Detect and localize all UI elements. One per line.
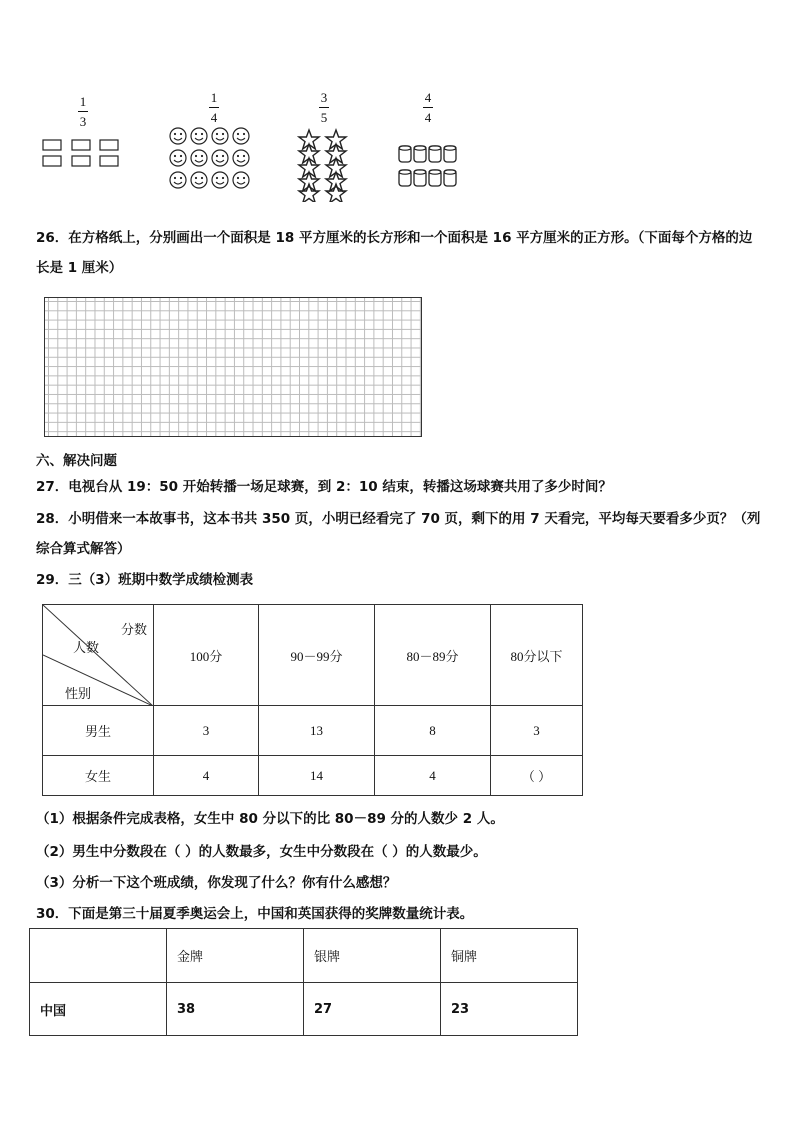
cylinder-icon — [414, 146, 426, 162]
smiley-face-icon — [233, 172, 249, 188]
smiley-face-icon — [233, 150, 249, 166]
rectangle-icon — [43, 156, 61, 166]
star-icon — [326, 172, 346, 191]
smiley-face-icon — [191, 128, 207, 144]
fraction-3-5 — [309, 90, 339, 125]
table-cell: 13 — [259, 706, 375, 756]
grid-paper[interactable] — [44, 297, 422, 437]
smiley-face-icon — [212, 150, 228, 166]
table-cell: 4 — [375, 756, 491, 796]
fraction-numerator: 1 — [210, 90, 218, 105]
answer-blank-cell[interactable]: （ ） — [491, 756, 583, 796]
star-icon — [299, 158, 319, 177]
fraction-denominator: 5 — [320, 110, 328, 125]
smiley-face-icon — [212, 172, 228, 188]
rectangle-icon — [72, 140, 90, 150]
row-label: 女生 — [43, 756, 154, 796]
table-cell: 38 — [167, 983, 304, 1036]
table-header-cell — [30, 929, 167, 983]
fraction-numerator: 1 — [79, 94, 87, 109]
cylinder-icon — [399, 170, 411, 186]
rectangle-icon — [100, 140, 118, 150]
star-icon — [299, 144, 319, 163]
cylinder-icon — [399, 146, 411, 162]
smiley-face-icon — [191, 172, 207, 188]
fraction-4-4 — [413, 90, 443, 125]
table-cell: 3 — [154, 706, 259, 756]
question-28-line1: 28．小明借来一本故事书，这本书共 350 页，小明已经看完了 70 页，剩下的用 7 天看完，平均每天要看多少页？（列 — [36, 511, 761, 527]
question-29-sub2: （2）男生中分数段在（ ）的人数最多，女生中分数段在（ ）的人数最少。 — [36, 844, 487, 860]
cylinder-icon-group — [397, 142, 461, 192]
question-28-line2: 综合算式解答） — [36, 541, 131, 557]
header-gender-label: 性别 — [65, 687, 92, 702]
star-icon — [299, 172, 319, 191]
fraction-denominator: 4 — [424, 110, 432, 125]
table-cell: 14 — [259, 756, 375, 796]
table-cell: 3 — [491, 706, 583, 756]
cylinder-icon — [429, 170, 441, 186]
column-header: 90－99分 — [259, 605, 375, 706]
question-29-sub1: （1）根据条件完成表格，女生中 80 分以下的比 80－89 分的人数少 2 人。 — [36, 811, 504, 827]
smiley-face-icon — [212, 128, 228, 144]
smiley-face-icon — [191, 150, 207, 166]
cylinder-icon — [429, 146, 441, 162]
star-icon-group — [297, 128, 351, 202]
fraction-numerator: 3 — [320, 90, 328, 105]
score-table — [42, 604, 583, 796]
table-cell: 8 — [375, 706, 491, 756]
table-header-cell: 金牌 — [167, 929, 304, 983]
header-score-label: 分数 — [120, 623, 147, 638]
smiley-face-icon — [170, 150, 186, 166]
header-count-label: 人数 — [73, 641, 100, 656]
table-row — [30, 983, 578, 1036]
table-row — [43, 706, 583, 756]
rectangle-icon — [43, 140, 61, 150]
medal-table — [29, 928, 578, 1036]
fraction-denominator: 3 — [79, 114, 87, 129]
column-header: 80－89分 — [375, 605, 491, 706]
question-26-line2: 长是 1 厘米） — [36, 260, 123, 276]
star-icon — [326, 158, 346, 177]
smiley-face-icon — [170, 128, 186, 144]
question-29-title: 29．三（3）班期中数学成绩检测表 — [36, 572, 254, 588]
star-icon — [326, 130, 346, 149]
diagonal-header-cell — [43, 605, 154, 706]
section-heading: 六、解决问题 — [36, 453, 117, 469]
fraction-denominator: 4 — [210, 110, 218, 125]
smiley-face-icon — [170, 172, 186, 188]
fraction-1-4 — [199, 90, 229, 125]
table-cell: 23 — [441, 983, 578, 1036]
fraction-numerator: 4 — [424, 90, 432, 105]
column-header: 80分以下 — [491, 605, 583, 706]
smiley-face-icon-group — [168, 126, 254, 190]
fraction-1-3 — [68, 94, 98, 129]
smiley-face-icon — [233, 128, 249, 144]
question-27: 27．电视台从 19：50 开始转播一场足球赛，到 2：10 结束，转播这场球赛共用了多少时间？ — [36, 479, 612, 495]
row-label: 中国 — [30, 983, 167, 1036]
question-26-line1: 26．在方格纸上，分别画出一个面积是 18 平方厘米的长方形和一个面积是 16 平方厘米的正方形。（下面每个方格的边 — [36, 230, 753, 246]
table-header-cell: 铜牌 — [441, 929, 578, 983]
rectangle-icon-group — [42, 138, 122, 170]
star-icon — [299, 130, 319, 149]
row-label: 男生 — [43, 706, 154, 756]
star-icon — [326, 144, 346, 163]
cylinder-icon — [414, 170, 426, 186]
column-header: 100分 — [154, 605, 259, 706]
table-row — [43, 756, 583, 796]
table-header-row — [30, 929, 578, 983]
rectangle-icon — [100, 156, 118, 166]
table-header-cell: 银牌 — [304, 929, 441, 983]
rectangle-icon — [72, 156, 90, 166]
question-29-sub3: （3）分析一下这个班成绩，你发现了什么？你有什么感想？ — [36, 875, 397, 891]
table-cell: 4 — [154, 756, 259, 796]
cylinder-icon — [444, 146, 456, 162]
cylinder-icon — [444, 170, 456, 186]
question-30-title: 30．下面是第三十届夏季奥运会上，中国和英国获得的奖牌数量统计表。 — [36, 906, 474, 922]
table-cell: 27 — [304, 983, 441, 1036]
